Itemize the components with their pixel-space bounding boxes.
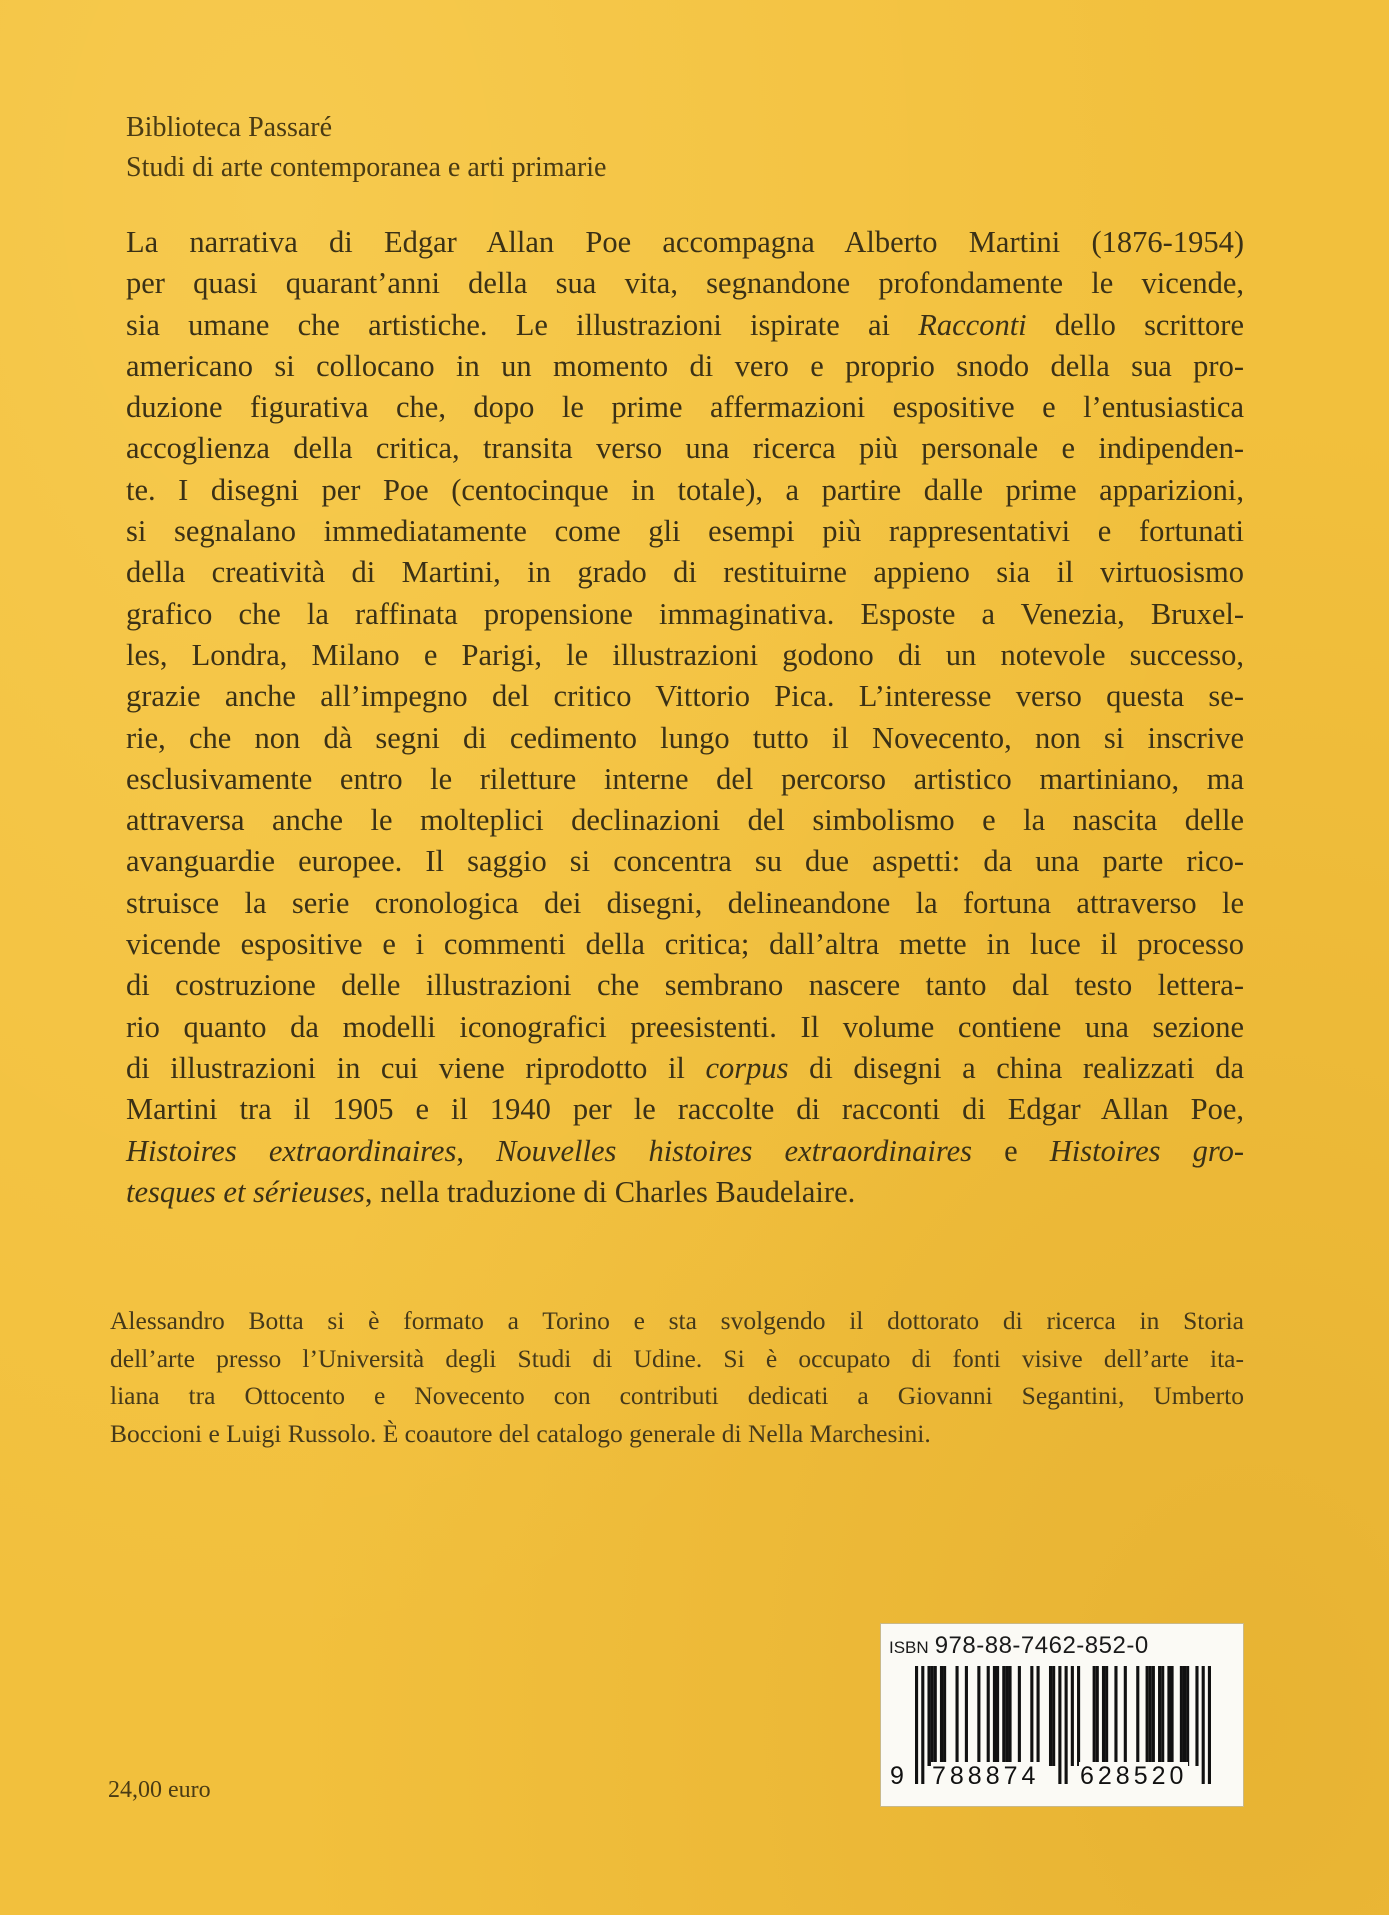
description-line bbox=[126, 965, 1244, 1006]
barcode-bar bbox=[1049, 1666, 1052, 1766]
barcode-bar bbox=[1008, 1666, 1011, 1766]
description-line bbox=[126, 552, 1244, 593]
barcode-digits-right: 628520 bbox=[1080, 1762, 1188, 1790]
description-line bbox=[126, 222, 1244, 263]
bio-line: dell’arte presso l’Università degli Studi di Udine. Si è occupato di fonti visive dell’arte ita- bbox=[110, 1343, 1244, 1373]
description-italic-text: Histoires extraordinaires bbox=[126, 1133, 457, 1168]
barcode-bar bbox=[1002, 1666, 1005, 1766]
barcode-bar bbox=[1077, 1666, 1080, 1766]
description-line bbox=[126, 305, 1244, 346]
description-text: e bbox=[972, 1133, 1050, 1168]
description-line bbox=[126, 346, 1244, 387]
description-line bbox=[126, 759, 1244, 800]
barcode-bar bbox=[931, 1666, 934, 1766]
description-line bbox=[126, 841, 1244, 882]
description-line bbox=[126, 635, 1244, 676]
barcode-bar bbox=[1114, 1666, 1117, 1766]
description-line bbox=[126, 470, 1244, 511]
description-line bbox=[126, 924, 1244, 965]
barcode-bar bbox=[927, 1666, 930, 1766]
barcode-digits-left: 788874 bbox=[932, 1762, 1040, 1790]
description-italic-text: Racconti bbox=[918, 307, 1027, 342]
bio-line: liana tra Ottocento e Novecento con contributi dedicati a Giovanni Segantini, Umberto bbox=[110, 1381, 1244, 1410]
barcode-bar bbox=[1037, 1666, 1040, 1766]
description-text: si segnalano immediatamente come gli esempi più rappresentativi e fortunati bbox=[126, 514, 1244, 549]
description-text: di costruzione delle illustrazioni che sembrano nascere tanto dal testo lettera- bbox=[126, 968, 1244, 1003]
barcode-bar bbox=[1018, 1666, 1021, 1766]
isbn-prefix: ISBN bbox=[889, 1638, 929, 1657]
description-line bbox=[126, 1131, 1244, 1172]
description-italic-text: Histoires gro- bbox=[1049, 1133, 1244, 1168]
author-bio bbox=[110, 1302, 1244, 1452]
description-line bbox=[126, 1048, 1244, 1089]
description-text: , bbox=[456, 1133, 497, 1168]
description-line bbox=[126, 387, 1244, 428]
bio-line: Boccioni e Luigi Russolo. È coautore del catalogo generale di Nella Marchesini. bbox=[110, 1418, 931, 1448]
description-text: duzione figurativa che, dopo le prime affermazioni espositive e l’entusiastica bbox=[126, 390, 1244, 425]
barcode-bar bbox=[965, 1666, 968, 1766]
barcode-bar bbox=[1167, 1666, 1170, 1766]
description-italic-text: tesques et sérieuses bbox=[126, 1174, 365, 1209]
barcode-bar bbox=[1183, 1666, 1186, 1766]
description-italic-text: Nouvelles histoires extraordinaires bbox=[496, 1133, 973, 1168]
description-text: struisce la serie cronologica dei disegni, delineandone la fortuna attraverso le bbox=[126, 885, 1244, 920]
barcode-bar bbox=[1136, 1666, 1139, 1766]
description-text: grafico che la raffinata propensione immaginativa. Esposte a Venezia, Bruxel- bbox=[126, 596, 1244, 631]
isbn-barcode bbox=[880, 1623, 1244, 1807]
isbn-text bbox=[889, 1632, 1235, 1660]
description-line bbox=[126, 1007, 1244, 1048]
description-line bbox=[126, 1172, 1244, 1213]
description-line bbox=[126, 676, 1244, 717]
description-text: esclusivamente entro le riletture interne del percorso artistico martiniano, ma bbox=[126, 761, 1244, 796]
description-text: , nella traduzione di Charles Baudelaire. bbox=[364, 1174, 856, 1209]
barcode-bar bbox=[956, 1666, 959, 1766]
description-text: Martini tra il 1905 e il 1940 per le raccolte di racconti di Edgar Allan Poe, bbox=[126, 1092, 1244, 1127]
description-text: americano si collocano in un momento di vero e proprio snodo della sua pro- bbox=[126, 348, 1244, 383]
barcode-bar bbox=[1005, 1666, 1008, 1766]
barcode-bar bbox=[1105, 1666, 1108, 1766]
description-line bbox=[126, 883, 1244, 924]
price-label: 24,00 euro bbox=[108, 1777, 211, 1803]
description-text: di illustrazioni in cui viene riprodotto il bbox=[126, 1050, 706, 1085]
description-text: attraversa anche le molteplici declinazioni del simbolismo e la nascita delle bbox=[126, 803, 1244, 838]
barcode-bar bbox=[1071, 1666, 1074, 1766]
description-text: te. I disegni per Poe (centocinque in totale), a partire dalle prime apparizioni, bbox=[126, 472, 1244, 507]
description-text: grazie anche all’impegno del critico Vittorio Pica. L’interesse verso questa se- bbox=[126, 679, 1244, 714]
description-text: di disegni a china realizzati da bbox=[788, 1050, 1244, 1085]
barcode-digit-first: 9 bbox=[890, 1762, 904, 1790]
description-text: les, Londra, Milano e Parigi, le illustrazioni godono di un notevole successo, bbox=[126, 637, 1244, 672]
description-text: accoglienza della critica, transita verso una ricerca più personale e indipenden- bbox=[126, 431, 1244, 466]
series-subtitle: Studi di arte contemporanea e arti primarie bbox=[126, 152, 607, 183]
description-line bbox=[126, 263, 1244, 304]
barcode-bar bbox=[1170, 1666, 1173, 1766]
description-text: per quasi quarant’anni della sua vita, segnandone profondamente le vicende, bbox=[126, 266, 1244, 301]
description-text: La narrativa di Edgar Allan Poe accompagna Alberto Martini (1876-1954) bbox=[126, 225, 1244, 259]
barcode-bar bbox=[993, 1666, 996, 1766]
barcode-bar bbox=[934, 1666, 937, 1766]
series-heading bbox=[126, 108, 606, 188]
series-name: Biblioteca Passaré bbox=[126, 112, 333, 143]
description-text: della creatività di Martini, in grado di restituirne appieno sia il virtuosismo bbox=[126, 555, 1244, 590]
barcode-bar bbox=[1152, 1666, 1155, 1766]
barcode-bar bbox=[996, 1666, 999, 1766]
description-text: rio quanto da modelli iconografici preesistenti. Il volume contiene una sezione bbox=[126, 1009, 1244, 1044]
barcode-digits bbox=[887, 1762, 1237, 1794]
description-italic-text: corpus bbox=[705, 1050, 789, 1085]
barcode-bar bbox=[1161, 1666, 1164, 1766]
barcode-bar bbox=[1030, 1666, 1033, 1766]
barcode-bar bbox=[1180, 1666, 1183, 1766]
barcode-bar bbox=[943, 1666, 946, 1766]
barcode-bar bbox=[1052, 1666, 1055, 1766]
barcode-bar bbox=[1093, 1666, 1096, 1766]
barcode-bar bbox=[1195, 1666, 1198, 1766]
description-line bbox=[126, 1089, 1244, 1130]
barcode-bar bbox=[987, 1666, 990, 1766]
description-text: sia umane che artistiche. Le illustrazioni ispirate ai bbox=[126, 307, 919, 342]
isbn-number: 978-88-7462-852-0 bbox=[934, 1632, 1149, 1659]
description-line bbox=[126, 511, 1244, 552]
description-text: vicende espositive e i commenti della critica; dall’altra mette in luce il processo bbox=[126, 927, 1244, 962]
book-description bbox=[126, 222, 1244, 1213]
description-line bbox=[126, 594, 1244, 635]
barcode-bar bbox=[1149, 1666, 1152, 1766]
barcode-bar bbox=[1158, 1666, 1161, 1766]
bio-line: Alessandro Botta si è formato a Torino e sta svolgendo il dottorato di ricerca in Storia bbox=[110, 1306, 1244, 1335]
description-text: dello scrittore bbox=[1026, 307, 1244, 342]
description-text: rie, che non dà segni di cedimento lungo tutto il Novecento, non si inscrive bbox=[126, 720, 1244, 755]
description-line bbox=[126, 800, 1244, 841]
barcode-bar bbox=[1096, 1666, 1099, 1766]
description-text: avanguardie europee. Il saggio si concentra su due aspetti: da una parte rico- bbox=[126, 844, 1244, 879]
barcode-bar bbox=[1186, 1666, 1189, 1766]
barcode-bar bbox=[1124, 1666, 1127, 1766]
description-line bbox=[126, 718, 1244, 759]
barcode-bar bbox=[1146, 1666, 1149, 1766]
barcode-bar bbox=[1102, 1666, 1105, 1766]
description-line bbox=[126, 428, 1244, 469]
barcode-bar bbox=[940, 1666, 943, 1766]
barcode-bar bbox=[977, 1666, 980, 1766]
